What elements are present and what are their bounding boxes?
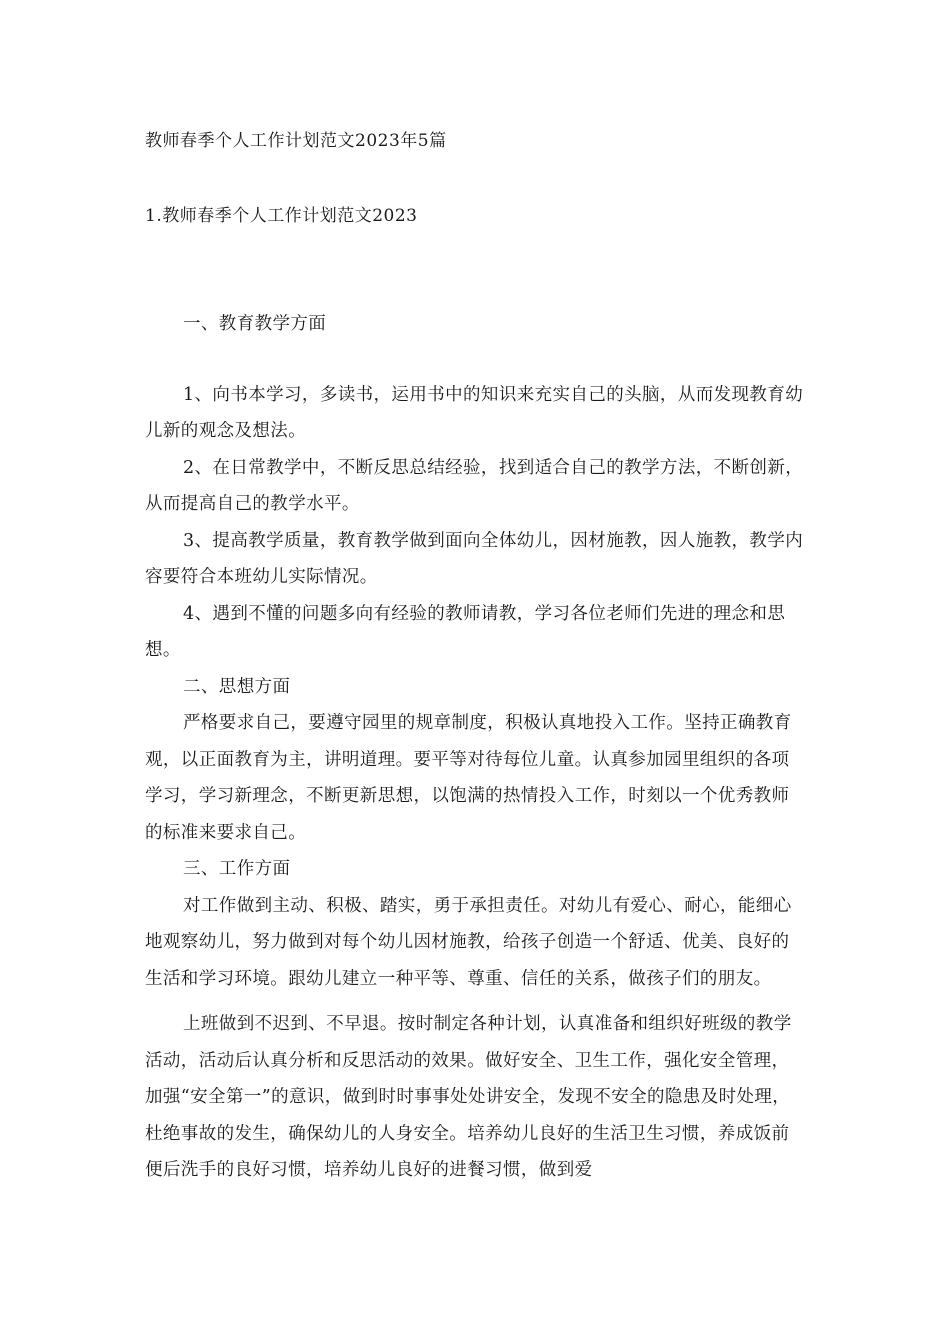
- paragraph-teaching-2: 2、在日常教学中，不断反思总结经验，找到适合自己的教学方法，不断创新，从而提高自己的教学水平。: [145, 457, 804, 514]
- paragraph-teaching-4: 4、遇到不懂的问题多向有经验的教师请教，学习各位老师们先进的理念和思想。: [145, 603, 786, 660]
- paragraph-work-1: 对工作做到主动、积极、踏实，勇于承担责任。对幼儿有爱心、耐心，能细心地观察幼儿，努力做到对每个幼儿因材施教，给孩子创造一个舒适、优美、良好的生活和学习环境。跟幼儿建立一种平等、尊重、信任的关系，做孩子们的朋友。: [145, 895, 792, 989]
- document-title: 教师春季个人工作计划范文2023年5篇: [145, 131, 447, 151]
- paragraph-teaching-3: 3、提高教学质量，教育教学做到面向全体幼儿，因材施教，因人施教，教学内容要符合本班幼儿实际情况。: [145, 530, 804, 587]
- section-heading-thought: 二、思想方面: [183, 676, 291, 697]
- document-body: [145, 306, 805, 1189]
- section-heading-work: 三、工作方面: [183, 859, 291, 879]
- paragraph-work-2: 上班做到不迟到、不早退。按时制定各种计划，认真准备和组织好班级的教学活动，活动后认真分析和反思活动的效果。做好安全、卫生工作，强化安全管理，加强“安全第一”的意识，做到时时事事处处讲安全，发现不安全的隐患及时处理，杜绝事故的发生，确保幼儿的人身安全。培养幼儿良好的生活卫生习惯，养成饭前便后洗手的良好习惯，培养幼儿良好的进餐习惯，做到爱: [145, 1014, 792, 1180]
- section-heading-teaching: 一、教育教学方面: [183, 314, 327, 334]
- document-subtitle: 1.教师春季个人工作计划范文2023: [145, 206, 418, 226]
- paragraph-teaching-1: 1、向书本学习，多读书，运用书中的知识来充实自己的头脑，从而发现教育幼儿新的观念及想法。: [145, 384, 804, 441]
- paragraph-thought: 严格要求自己，要遵守园里的规章制度，积极认真地投入工作。坚持正确教育观，以正面教育为主，讲明道理。要平等对待每位儿童。认真参加园里组织的各项学习，学习新理念，不断更新思想，以饱满的热情投入工作，时刻以一个优秀教师的标准来要求自己。: [145, 713, 792, 843]
